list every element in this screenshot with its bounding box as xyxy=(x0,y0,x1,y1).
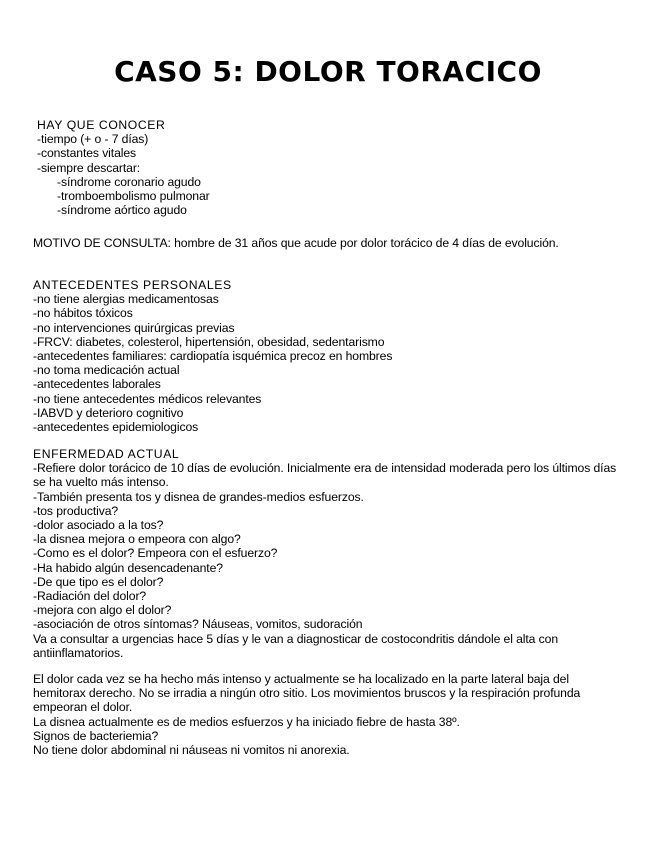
conocer-subitem: -síndrome coronario agudo xyxy=(57,174,201,189)
antecedentes-item: -no toma medicación actual xyxy=(33,363,180,378)
motivo-text: MOTIVO DE CONSULTA: hombre de 31 años que acude por dolor torácico de 4 días de evolución. xyxy=(33,236,559,250)
conocer-heading: HAY QUE CONOCER xyxy=(37,118,166,132)
enfermedad-heading: ENFERMEDAD ACTUAL xyxy=(33,447,180,461)
antecedentes-item: -IABVD y deterioro cognitivo xyxy=(33,405,184,420)
enfermedad-item: -Como es el dolor? Empeora con el esfuerzo? xyxy=(33,546,278,561)
motivo-section xyxy=(33,236,623,250)
antecedentes-item: -antecedentes familiares: cardiopatía isquémica precoz en hombres xyxy=(33,349,393,364)
evolucion-section xyxy=(33,672,623,757)
enfermedad-item: -También presenta tos y disnea de grandes-medios esfuerzos. xyxy=(33,489,364,504)
conocer-item: -siempre descartar: xyxy=(37,160,141,175)
enfermedad-item: -mejora con algo el dolor? xyxy=(33,603,172,618)
urgencias-text: Va a consultar a urgencias hace 5 días y le van a diagnosticar de costocondritis dándole el alta con antiinflamatorios. xyxy=(33,631,559,660)
enfermedad-item: -De que tipo es el dolor? xyxy=(33,574,164,589)
antecedentes-item: -FRCV: diabetes, colesterol, hipertensión, obesidad, sedentarismo xyxy=(33,334,385,349)
conocer-subitem: -síndrome aórtico agudo xyxy=(57,203,187,218)
antecedentes-item: -no tiene alergias medicamentosas xyxy=(33,292,219,307)
antecedentes-section xyxy=(33,278,623,434)
antecedentes-item: -no hábitos tóxicos xyxy=(33,306,133,321)
enfermedad-item: -asociación de otros síntomas? Náuseas, vomitos, sudoración xyxy=(33,617,363,632)
enfermedad-item: -tos productiva? xyxy=(33,503,119,518)
antecedentes-item: -no tiene antecedentes médicos relevantes xyxy=(33,391,262,406)
enfermedad-item: -la disnea mejora o empeora con algo? xyxy=(33,532,241,547)
enfermedad-intro: -Refiere dolor torácico de 10 días de evolución. Inicialmente era de intensidad moderada pero los últimos días se ha vuelto más intenso. xyxy=(33,461,617,490)
antecedentes-item: -no intervenciones quirúrgicas previas xyxy=(33,320,235,335)
evolucion-line: No tiene dolor abdominal ni náuseas ni vomitos ni anorexia. xyxy=(33,743,350,758)
evolucion-line: Signos de bacteriemia? xyxy=(33,728,159,743)
evolucion-line: La disnea actualmente es de medios esfuerzos y ha iniciado fiebre de hasta 38º. xyxy=(33,714,460,729)
conocer-item: -tiempo (+ o - 7 días) xyxy=(37,132,149,147)
antecedentes-heading: ANTECEDENTES PERSONALES xyxy=(33,278,232,292)
enfermedad-section xyxy=(33,447,623,660)
page-title: CASO 5: DOLOR TORACICO xyxy=(114,55,542,88)
antecedentes-item: -antecedentes laborales xyxy=(33,377,161,392)
enfermedad-item: -dolor asociado a la tos? xyxy=(33,518,164,533)
enfermedad-item: -Radiación del dolor? xyxy=(33,589,147,604)
evolucion-paragraph: El dolor cada vez se ha hecho más intenso y actualmente se ha localizado en la parte lateral baja del hemitorax derecho. No se irradia a ningún otro sitio. Los movimientos bruscos y la respiración profunda empeoran el dolor. xyxy=(33,672,581,715)
antecedentes-item: -antecedentes epidemiologicos xyxy=(33,420,199,435)
enfermedad-item: -Ha habido algún desencadenante? xyxy=(33,560,223,575)
conocer-section xyxy=(37,118,627,217)
conocer-subitem: -tromboembolismo pulmonar xyxy=(57,189,210,204)
conocer-item: -constantes vitales xyxy=(37,146,137,161)
